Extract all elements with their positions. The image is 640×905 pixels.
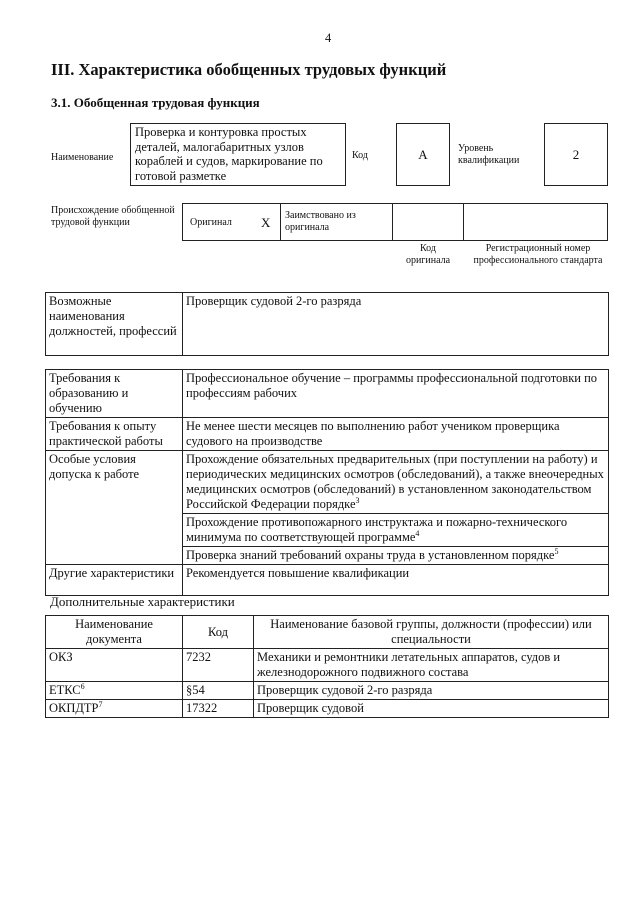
req-education-value: Профессиональное обучение – программы профессиональной подготовки по профессиям рабочих <box>183 370 609 418</box>
row-doc: ОКПДТР$^7$ <box>46 700 183 718</box>
code-value: А <box>396 123 450 186</box>
origin-frame <box>182 203 608 241</box>
page-number: 4 <box>325 31 332 45</box>
req-education-label: Требования к образованию и обучению <box>46 370 183 418</box>
header-group-name: Наименование базовой группы, должности (профессии) или специальности <box>254 616 609 649</box>
name-label: Наименование <box>51 152 114 163</box>
header-document: Наименование документа <box>46 616 183 649</box>
req-experience-value: Не менее шести месяцев по выполнению работ учеником проверщика судового на производстве <box>183 418 609 451</box>
positions-table <box>45 292 609 356</box>
row-doc: ОКЗ <box>46 649 183 682</box>
function-name: Проверка и контуровка простых деталей, малогабаритных узлов кораблей и судов, маркирование по готовой разметке <box>130 123 346 186</box>
origin-divider <box>280 203 281 241</box>
req-other-value: Рекомендуется повышение квалификации <box>183 565 609 596</box>
additional-title: Дополнительные характеристики <box>50 594 235 609</box>
row-code: §54 <box>183 682 254 700</box>
footnote-ref: 3 <box>355 495 360 505</box>
req-admission-safety: Проверка знаний требований охраны труда в установленном порядке$^5$ <box>183 547 609 565</box>
footnote-ref: 4 <box>415 528 420 538</box>
req-experience-label: Требования к опыту практической работы <box>46 418 183 451</box>
level-label: Уровень квалификации <box>458 143 520 166</box>
borrowed-label: Заимствовано из оригинала <box>285 210 356 233</box>
row-code: 17322 <box>183 700 254 718</box>
additional-table <box>45 615 609 718</box>
level-value: 2 <box>544 123 608 186</box>
origin-divider <box>392 203 393 241</box>
row-doc: ЕТКС$^6$ <box>46 682 183 700</box>
row-group-name: Проверщик судовой 2-го разряда <box>254 682 609 700</box>
row-group-name: Проверщик судовой <box>254 700 609 718</box>
reg-number-caption: Регистрационный номер профессионального стандарта <box>473 243 603 266</box>
original-mark: X <box>261 215 271 230</box>
header-code: Код <box>183 616 254 649</box>
origin-label: Происхождение обобщенной трудовой функции <box>51 205 175 228</box>
section-title: III. Характеристика обобщенных трудовых функций <box>51 60 447 79</box>
row-code: 7232 <box>183 649 254 682</box>
footnote-ref: 6 <box>80 681 85 691</box>
footnote-ref: 7 <box>98 699 103 709</box>
positions-value: Проверщик судовой 2-го разряда <box>183 293 609 356</box>
footnote-ref: 5 <box>554 546 559 556</box>
original-label: Оригинал <box>190 217 232 228</box>
req-admission-medical: Прохождение обязательных предварительных (при поступлении на работу) и периодических медицинских осмотров (обследований), а также внеочередных медицинских осмотров (обследований) в установленном законодательством Российской Федерации порядке$^3$ <box>183 451 609 514</box>
subsection-title: 3.1. Обобщенная трудовая функция <box>51 95 260 110</box>
code-original-caption: Код оригинала <box>405 243 451 266</box>
code-label: Код <box>352 150 368 161</box>
positions-label: Возможные наименования должностей, профессий <box>46 293 183 356</box>
origin-divider <box>463 203 464 241</box>
req-admission-label: Особые условия допуска к работе <box>46 451 183 565</box>
req-other-label: Другие характеристики <box>46 565 183 596</box>
req-admission-fire: Прохождение противопожарного инструктажа и пожарно-технического минимума по соответствующей программе$^4$ <box>183 514 609 547</box>
row-group-name: Механики и ремонтники летательных аппаратов, судов и железнодорожного подвижного состава <box>254 649 609 682</box>
requirements-table <box>45 369 609 596</box>
